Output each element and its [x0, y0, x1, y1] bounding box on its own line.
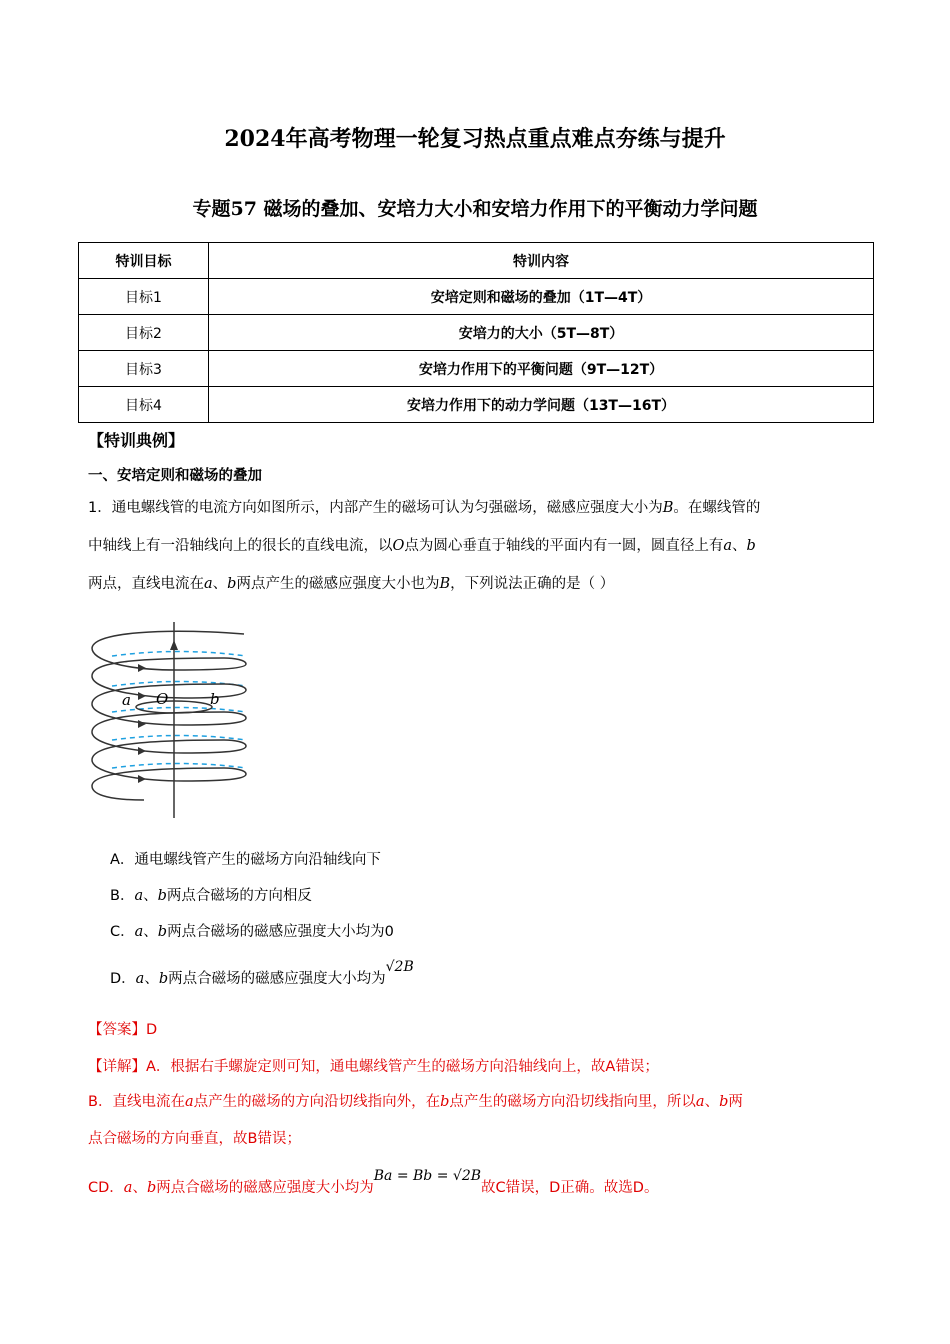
detail-b-line2: 点合磁场的方向垂直，故B错误； — [88, 1131, 301, 1147]
table-cell-content: 安培力作用下的动力学问题（13T—16T） — [209, 387, 874, 423]
option-d[interactable] — [110, 959, 414, 988]
text-run: 故C错误，D正确。故选D。 — [481, 1180, 659, 1196]
math-var: b — [440, 1094, 450, 1110]
math-expression: √2B — [385, 959, 414, 975]
option-a[interactable]: A．通电螺线管产生的磁场方向沿轴线向下 — [110, 852, 381, 868]
option-c[interactable] — [110, 920, 394, 941]
table-header-content: 特训内容 — [209, 243, 874, 279]
axis-arrow-icon — [170, 640, 178, 650]
answer-label: 【答案】D — [88, 1022, 158, 1038]
math-var: a — [134, 924, 144, 940]
text-run: 、 — [143, 924, 158, 940]
point-o-label: O — [156, 690, 169, 708]
text-run: 点产生的磁场的方向沿切线指向外，在 — [193, 1094, 441, 1110]
math-expression: Ba = Bb = √2B — [373, 1168, 482, 1184]
coil-front — [92, 631, 246, 800]
text-run: 、 — [143, 888, 158, 904]
math-var: a — [135, 971, 145, 987]
table-cell-goal: 目标1 — [79, 279, 209, 315]
text-run: 。在螺线管的 — [673, 500, 761, 516]
text-run: 点为圆心垂直于轴线的平面内有一圆，圆直径上有 — [404, 538, 724, 554]
math-var: b — [719, 1094, 729, 1110]
math-var: a — [204, 576, 213, 592]
math-var: b — [227, 576, 237, 592]
option-label: C． — [110, 924, 135, 940]
point-b-label: b — [210, 690, 220, 708]
detail-label: 【详解】 — [88, 1059, 146, 1075]
text-run: 两点合磁场的磁感应强度大小均为 — [168, 971, 386, 987]
text-run: A．根据右手螺旋定则可知，通电螺线管产生的磁场方向沿轴线向上，故A错误； — [146, 1059, 659, 1075]
text-run: 中轴线上有一沿轴线向上的很长的直线电流，以 — [88, 538, 393, 554]
text-run: CD． — [88, 1180, 124, 1196]
math-var: b — [146, 1180, 157, 1196]
text-run: 两点合磁场的磁感应强度大小均为0 — [167, 924, 394, 940]
text-run: ，下列说法正确的是（ ） — [450, 576, 615, 592]
math-var: a — [695, 1094, 705, 1110]
table-row — [79, 315, 874, 351]
math-var: B — [662, 500, 674, 516]
text-run: B．直线电流在 — [88, 1094, 185, 1110]
text-run: 、 — [132, 1180, 147, 1196]
text-run: 、 — [732, 538, 747, 554]
math-var: a — [184, 1094, 194, 1110]
document-title: 2024年高考物理一轮复习热点重点难点夯练与提升 — [224, 126, 726, 152]
text-run: 两点合磁场的方向相反 — [166, 888, 312, 904]
table-cell-content: 安培力作用下的平衡问题（9T—12T） — [209, 351, 874, 387]
option-label: B． — [110, 888, 135, 904]
math-var: a — [134, 888, 144, 904]
table-row — [79, 279, 874, 315]
text-run: 两 — [728, 1094, 743, 1110]
detail-cd — [88, 1168, 659, 1197]
goals-table — [78, 242, 874, 423]
option-b[interactable] — [110, 884, 312, 905]
math-var: a — [723, 538, 733, 554]
table-row — [79, 351, 874, 387]
question-line — [88, 527, 868, 565]
table-cell-goal: 目标4 — [79, 387, 209, 423]
math-var: b — [746, 538, 756, 554]
question-line — [88, 489, 868, 527]
table-row — [79, 387, 874, 423]
math-var: b — [157, 888, 167, 904]
math-var: b — [158, 971, 169, 987]
question-line — [88, 565, 868, 603]
table-cell-goal: 目标3 — [79, 351, 209, 387]
table-cell-goal: 目标2 — [79, 315, 209, 351]
text-run: 、 — [144, 971, 159, 987]
text-run: 两点，直线电流在 — [88, 576, 204, 592]
math-var: a — [123, 1180, 133, 1196]
text-run: 1．通电螺线管的电流方向如图所示，内部产生的磁场可认为匀强磁场，磁感应强度大小为 — [88, 500, 663, 516]
subsection-header: 一、安培定则和磁场的叠加 — [88, 468, 262, 484]
detail-b-line1 — [88, 1090, 878, 1111]
text-run: 两点合磁场的磁感应强度大小均为 — [156, 1180, 374, 1196]
text-run: 点产生的磁场方向沿切线指向里，所以 — [449, 1094, 696, 1110]
question-text — [88, 489, 868, 603]
math-var: B — [439, 576, 451, 592]
math-var: O — [392, 538, 405, 554]
option-label: D． — [110, 971, 136, 987]
math-var: b — [157, 924, 168, 940]
document-subtitle: 专题57 磁场的叠加、安培力大小和安培力作用下的平衡动力学问题 — [192, 198, 758, 220]
table-header-goal: 特训目标 — [79, 243, 209, 279]
table-cell-content: 安培力的大小（5T—8T） — [209, 315, 874, 351]
table-header-row — [79, 243, 874, 279]
text-run: 、 — [212, 576, 228, 592]
detail-a — [88, 1055, 659, 1076]
solenoid-figure — [84, 620, 264, 820]
section-header: 【特训典例】 — [88, 431, 185, 450]
point-a-label: a — [122, 691, 131, 709]
text-run: 两点产生的磁感应强度大小也为 — [236, 576, 440, 592]
text-run: 、 — [704, 1094, 720, 1110]
table-cell-content: 安培定则和磁场的叠加（1T—4T） — [209, 279, 874, 315]
